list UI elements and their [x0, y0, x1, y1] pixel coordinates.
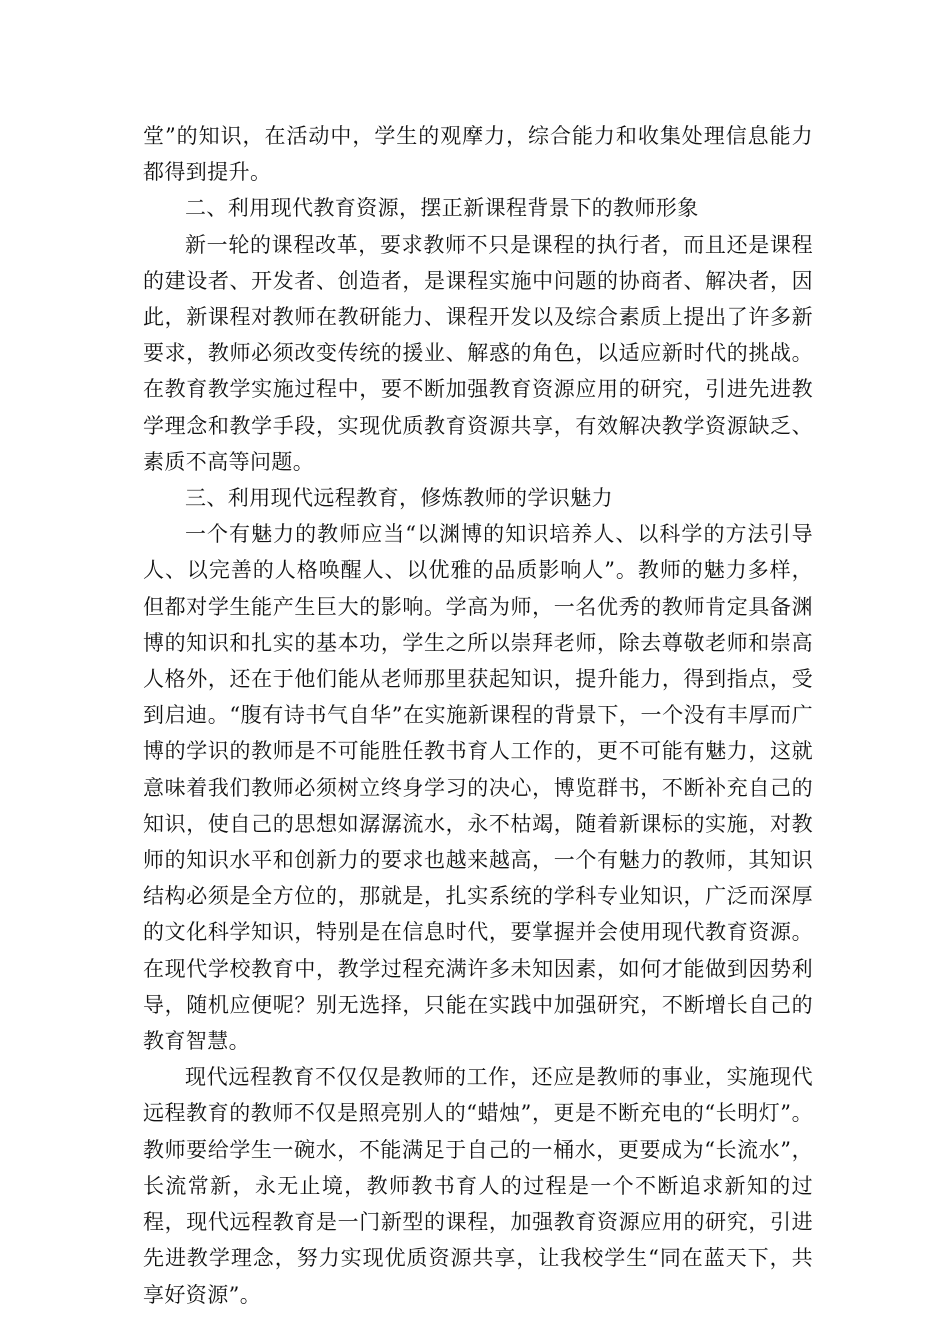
paragraph-body: 新一轮的课程改革，要求教师不只是课程的执行者，而且还是课程的建设者、开发者、创造者，是课程实施中问题的协商者、解决者，因此，新课程对教师在教研能力、课程开发以及综合素质上提出了许多新要求，教师必须改变传统的援业、解惑的角色，以适应新时代的挑战。在教育教学实施过程中，要不断加强教育资源应用的研究，引进先进教学理念和教学手段，实现优质教育资源共享，有效解决教学资源缺乏、素质不高等问题。 [143, 232, 813, 474]
section-heading-2: 二、利用现代教育资源，摆正新课程背景下的教师形象 [185, 196, 699, 221]
paragraph-continuation: 堂”的知识，在活动中，学生的观摩力，综合能力和收集处理信息能力都得到提升。 [143, 124, 813, 185]
paragraph-body: 现代远程教育不仅仅是教师的工作，还应是教师的事业，实施现代远程教育的教师不仅是照亮别人的“蜡烛”，更是不断充电的“长明灯”。教师要给学生一碗水，不能满足于自己的一桶水，更要成为“长流水”，长流常新，永无止境，教师教书育人的过程是一个不断追求新知的过程，现代远程教育是一门新型的课程，加强教育资源应用的研究，引进先进教学理念，努力实现优质资源共享，让我校学生“同在蓝天下，共享好资源”。 [143, 1065, 813, 1307]
paragraph-body: 一个有魅力的教师应当“以渊博的知识培养人、以科学的方法引导人、以完善的人格唤醒人、以优雅的品质影响人”。教师的魅力多样，但都对学生能产生巨大的影响。学高为师，一名优秀的教师肯定具备渊博的知识和扎实的基本功，学生之所以崇拜老师，除去尊敬老师和崇高人格外，还在于他们能从老师那里获起知识，提升能力，得到指点，受到启迪。“腹有诗书气自华”在实施新课程的背景下，一个没有丰厚而广博的学识的教师是不可能胜任教书育人工作的，更不可能有魅力，这就意味着我们教师必须树立终身学习的决心，博览群书，不断补充自己的知识，使自己的思想如潺潺流水，永不枯竭，随着新课标的实施，对教师的知识水平和创新力的要求也越来越高，一个有魅力的教师，其知识结构必须是全方位的，那就是，扎实系统的学科专业知识，广泛而深厚的文化科学知识，特别是在信息时代，要掌握并会使用现代教育资源。在现代学校教育中，教学过程充满许多未知因素，如何才能做到因势利导，随机应便呢？别无选择，只能在实践中加强研究，不断增长自己的教育智慧。 [143, 522, 813, 1054]
section-heading-3: 三、利用现代远程教育，修炼教师的学识魅力 [185, 486, 613, 511]
document-page [143, 118, 813, 1313]
